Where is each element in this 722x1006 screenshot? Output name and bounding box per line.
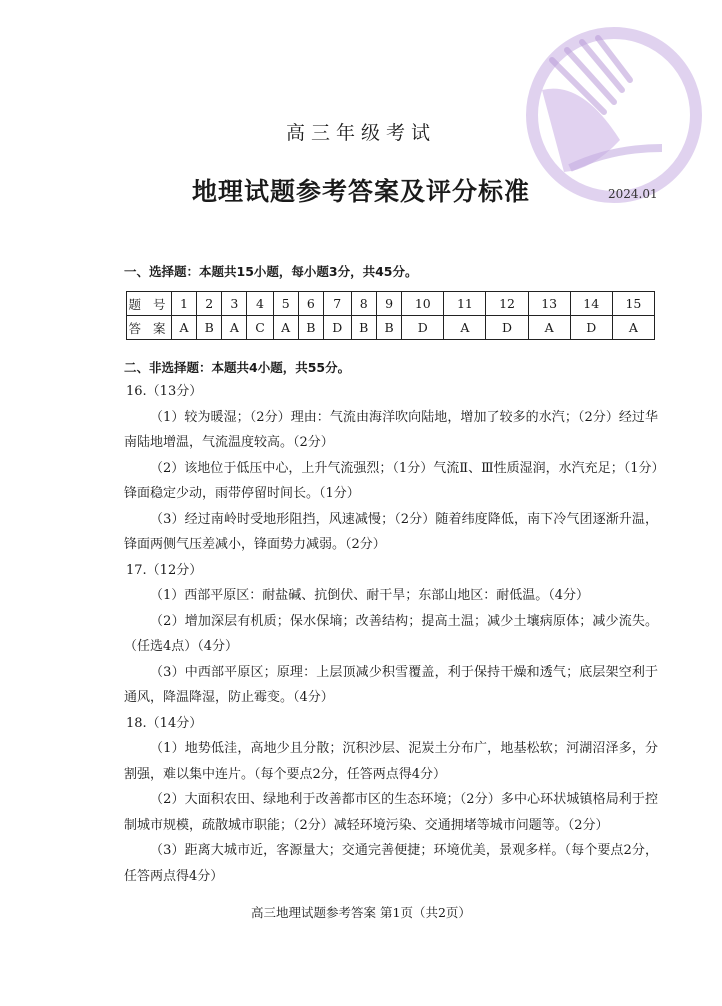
part1-heading: 一、选择题：本题共15小题，每小题3分，共45分。: [124, 264, 418, 279]
question-number: 8: [351, 292, 376, 316]
answer-cell: D: [402, 316, 444, 340]
question-17-answer-1: （1）西部平原区：耐盐碱、抗倒伏、耐干旱；东部山地区：耐低温。（4分）: [150, 588, 590, 603]
question-16-answer-3: （3）经过南岭时受地形阻挡，风速减慢；（2分）随着纬度降低，南下冷气团逐渐升温，锋面两侧气压差减小，锋面势力减弱。（2分）: [124, 511, 658, 552]
question-number: 15: [612, 292, 654, 316]
question-number: 10: [402, 292, 444, 316]
table-row: [127, 292, 655, 316]
question-17-label: 17.（12分）: [126, 562, 203, 578]
part2-heading: 二、非选择题：本题共4小题，共55分。: [124, 360, 351, 375]
question-number: 2: [196, 292, 221, 316]
answer-cell: B: [351, 316, 376, 340]
exam-header: 高三年级考试: [285, 122, 436, 144]
question-number: 1: [172, 292, 197, 316]
answer-cell: A: [528, 316, 570, 340]
answer-cell: A: [172, 316, 197, 340]
answer-cell: D: [570, 316, 612, 340]
answers-body: [124, 379, 658, 889]
question-16-answer-2: （2）该地位于低压中心，上升气流强烈；（1分）气流Ⅱ、Ⅲ性质湿润，水汽充足；（1分）锋面稳定少动，雨带停留时间长。（1分）: [124, 460, 658, 501]
question-number: 6: [298, 292, 323, 316]
question-18-label: 18.（14分）: [126, 715, 203, 731]
question-number: 4: [247, 292, 273, 316]
question-18-answer-2: （2）大面积农田、绿地利于改善都市区的生态环境；（2分）多中心环状城镇格局利于控制城市规模，疏散城市职能；（2分）减轻环境污染、交通拥堵等城市问题等。（2分）: [124, 792, 658, 833]
question-16-label: 16.（13分）: [126, 384, 203, 399]
answer-cell: A: [444, 316, 486, 340]
answer-cell: D: [486, 316, 528, 340]
answer-cell: A: [273, 316, 298, 340]
answer-cell: B: [298, 316, 323, 340]
question-number: 13: [528, 292, 570, 316]
answer-cell: A: [612, 316, 654, 340]
question-17-answer-3: （3）中西部平原区；原理：上层顶减少积雪覆盖，利于保持干燥和透气；底层架空利于通风，降温降湿，防止霉变。（4分）: [124, 664, 658, 705]
answer-cell: A: [222, 316, 247, 340]
question-number: 3: [222, 292, 247, 316]
row-label-number: 题 号: [127, 292, 172, 316]
answer-cell: B: [376, 316, 401, 340]
answer-cell: D: [324, 316, 351, 340]
answer-cell: C: [247, 316, 273, 340]
question-16-answer-1: （1）较为暖湿；（2分）理由：气流由海洋吹向陆地，增加了较多的水汽；（2分）经过华南陆地增温，气流温度较高。（2分）: [124, 409, 658, 450]
question-number: 5: [273, 292, 298, 316]
exam-date: 2024.01: [608, 187, 658, 201]
question-18-answer-1: （1）地势低洼，高地少且分散；沉积沙层、泥炭土分布广，地基松软；河湖沼泽多，分割强，难以集中连片。（每个要点2分，任答两点得4分）: [124, 741, 658, 782]
question-number: 14: [570, 292, 612, 316]
question-number: 7: [324, 292, 351, 316]
question-number: 12: [486, 292, 528, 316]
row-label-answer: 答 案: [127, 316, 172, 340]
question-number: 9: [376, 292, 401, 316]
answer-table: [126, 291, 655, 340]
table-row: [127, 316, 655, 340]
question-number: 11: [444, 292, 486, 316]
answer-cell: B: [196, 316, 221, 340]
page-footer: 高三地理试题参考答案 第1页（共2页）: [251, 905, 471, 920]
question-18-answer-3: （3）距离大城市近，客源量大；交通完善便捷；环境优美，景观多样。（每个要点2分，任答两点得4分）: [124, 843, 658, 884]
question-17-answer-2: （2）增加深层有机质；保水保墒；改善结构；提高土温；减少土壤病原体；减少流失。（任选4点）（4分）: [124, 613, 658, 654]
page-title: 地理试题参考答案及评分标准: [191, 177, 530, 206]
